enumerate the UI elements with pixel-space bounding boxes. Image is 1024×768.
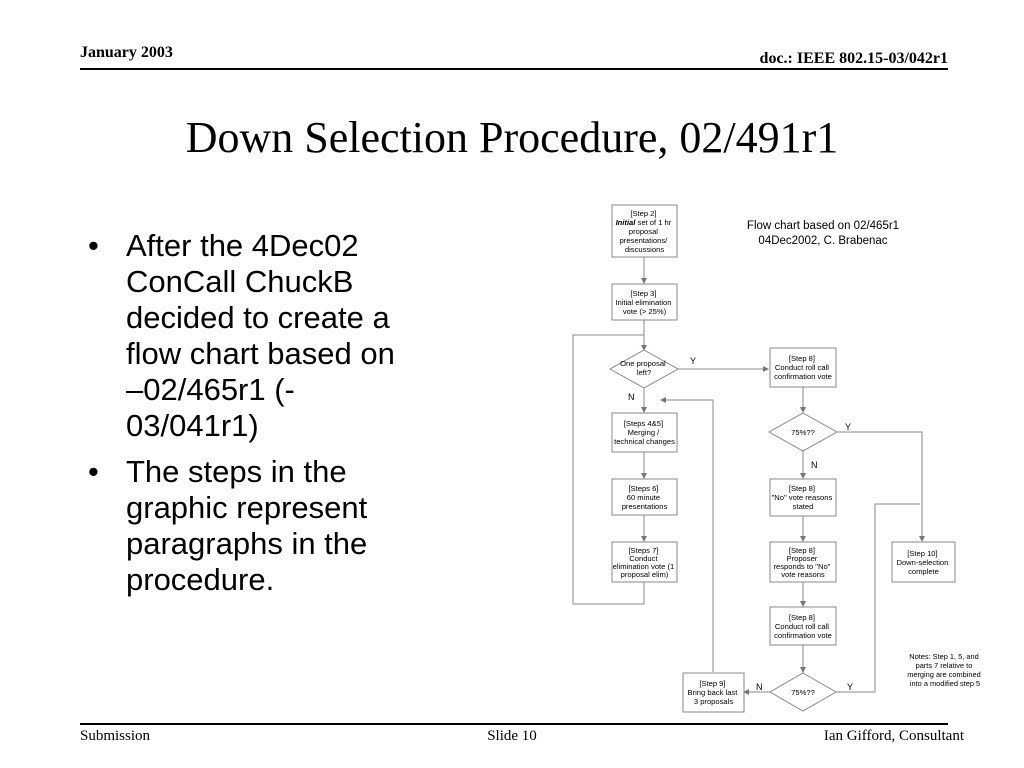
step-text: presentations: [621, 502, 668, 511]
steps45-box: [612, 413, 677, 452]
flowchart-caption-line: Flow chart based on 02/465r1: [746, 220, 900, 232]
step-text: confirmation vote: [774, 372, 832, 381]
flowchart-caption-line: 04Dec2002, C. Brabenac: [758, 235, 888, 247]
step8-roll-call-box: [770, 348, 836, 387]
bullet-line: flow chart based on: [126, 336, 395, 371]
step-text: Proposer: [786, 554, 818, 563]
decision-text: 75%??: [791, 428, 815, 437]
bullet-line: ConCall ChuckB: [126, 264, 354, 299]
step-text: discussions: [624, 245, 665, 254]
no-label: N: [756, 682, 763, 692]
step-text: presentations/: [619, 236, 668, 245]
step-text: Conduct roll call: [774, 363, 829, 372]
step-text: [Steps 7]: [628, 546, 659, 555]
footer-slide-number: Slide 10: [487, 728, 537, 744]
step-text: Down-selection: [896, 558, 949, 567]
step-text: [Step 10]: [907, 549, 938, 558]
step-text: [Step 8]: [788, 613, 816, 622]
decision-text: One proposal: [620, 359, 666, 368]
step8-proposer-responds-box: [770, 542, 836, 582]
step-text: proposal: [628, 227, 659, 236]
step-text: "No" vote reasons: [771, 493, 833, 502]
step-text: stated: [792, 502, 814, 511]
step-text: Conduct: [629, 554, 658, 563]
bullet-line: 03/041r1): [126, 408, 259, 443]
bullet-line: –02/465r1 (-: [126, 372, 295, 407]
step3-box: [612, 284, 677, 320]
steps6-box: [612, 479, 677, 515]
step-text: [Step 8]: [788, 484, 816, 493]
note-line: Notes: Step 1, 5, and: [909, 652, 979, 661]
yes-label: Y: [845, 422, 852, 432]
decision-one-proposal-left: [610, 350, 678, 388]
step-text: Initial elimination: [615, 298, 672, 307]
step-text: complete: [908, 567, 939, 576]
step-text: [Step 9]: [699, 679, 726, 688]
bullet-line: paragraphs in the: [126, 526, 368, 561]
flowchart-notes: [907, 652, 983, 688]
bullet-line: procedure.: [126, 562, 275, 597]
steps7-box: [612, 542, 677, 582]
step-text: elimination vote (1: [612, 562, 675, 571]
step-text: [Steps 6]: [628, 484, 659, 493]
step9-box: [683, 673, 744, 712]
step2-box: [612, 205, 677, 257]
step-text: [Step 3]: [630, 289, 657, 298]
header-date: January 2003: [80, 44, 173, 61]
slide-title: Down Selection Procedure, 02/491r1: [185, 113, 839, 162]
step10-box: [892, 542, 955, 582]
step-text: proposal elim): [620, 570, 669, 579]
step-text: 60 minute: [626, 493, 661, 502]
step-text: vote reasons: [781, 570, 825, 579]
step-text: Bring back last: [687, 688, 738, 697]
bullet-line: decided to create a: [126, 300, 390, 335]
step-text: [Steps 4&5]: [623, 419, 664, 428]
step-text: Merging /: [627, 428, 660, 437]
step-text: set of 1 hr: [635, 218, 672, 227]
bullet-line: After the 4Dec02: [126, 228, 359, 263]
yes-label: Y: [847, 682, 854, 692]
decision-text: 75%??: [791, 688, 815, 697]
flowchart-connectors: [573, 257, 922, 692]
bullet-dot-icon: •: [88, 228, 99, 263]
decision-text: left?: [636, 368, 652, 377]
step-text: [Step 8]: [788, 546, 816, 555]
decision-75-percent: [770, 673, 836, 711]
step-text: Conduct roll call: [774, 622, 829, 631]
step-text: responds to "No": [773, 562, 831, 571]
note-line: merging are combined: [907, 670, 981, 679]
note-line: into a modified step 5: [909, 679, 981, 688]
step8-no-reasons-box: [770, 479, 836, 516]
step-text: [Step 2]: [630, 209, 657, 218]
step-text: confirmation vote: [774, 631, 832, 640]
bullet-line: graphic represent: [126, 490, 368, 525]
decision-75-percent: [769, 413, 837, 451]
footer-rule: [80, 723, 948, 725]
yes-label: Y: [690, 356, 697, 366]
bullet-line: The steps in the: [126, 454, 347, 489]
bullet-dot-icon: •: [88, 454, 99, 489]
footer-author: Ian Gifford, Consultant: [823, 728, 964, 744]
step-text: technical changes: [614, 437, 675, 446]
no-label: N: [811, 460, 818, 470]
step-text: vote (> 25%): [622, 307, 667, 316]
footer-submission: Submission: [80, 728, 151, 744]
header-doc-id: doc.: IEEE 802.15-03/042r1: [759, 50, 948, 67]
no-label: N: [628, 392, 635, 402]
note-line: parts 7 relative to: [915, 661, 973, 670]
step-text: Initial: [615, 218, 636, 227]
step-text: [Step 8]: [788, 354, 816, 363]
step8-roll-call-box: [770, 607, 836, 645]
step-text: 3 proposals: [693, 697, 734, 706]
